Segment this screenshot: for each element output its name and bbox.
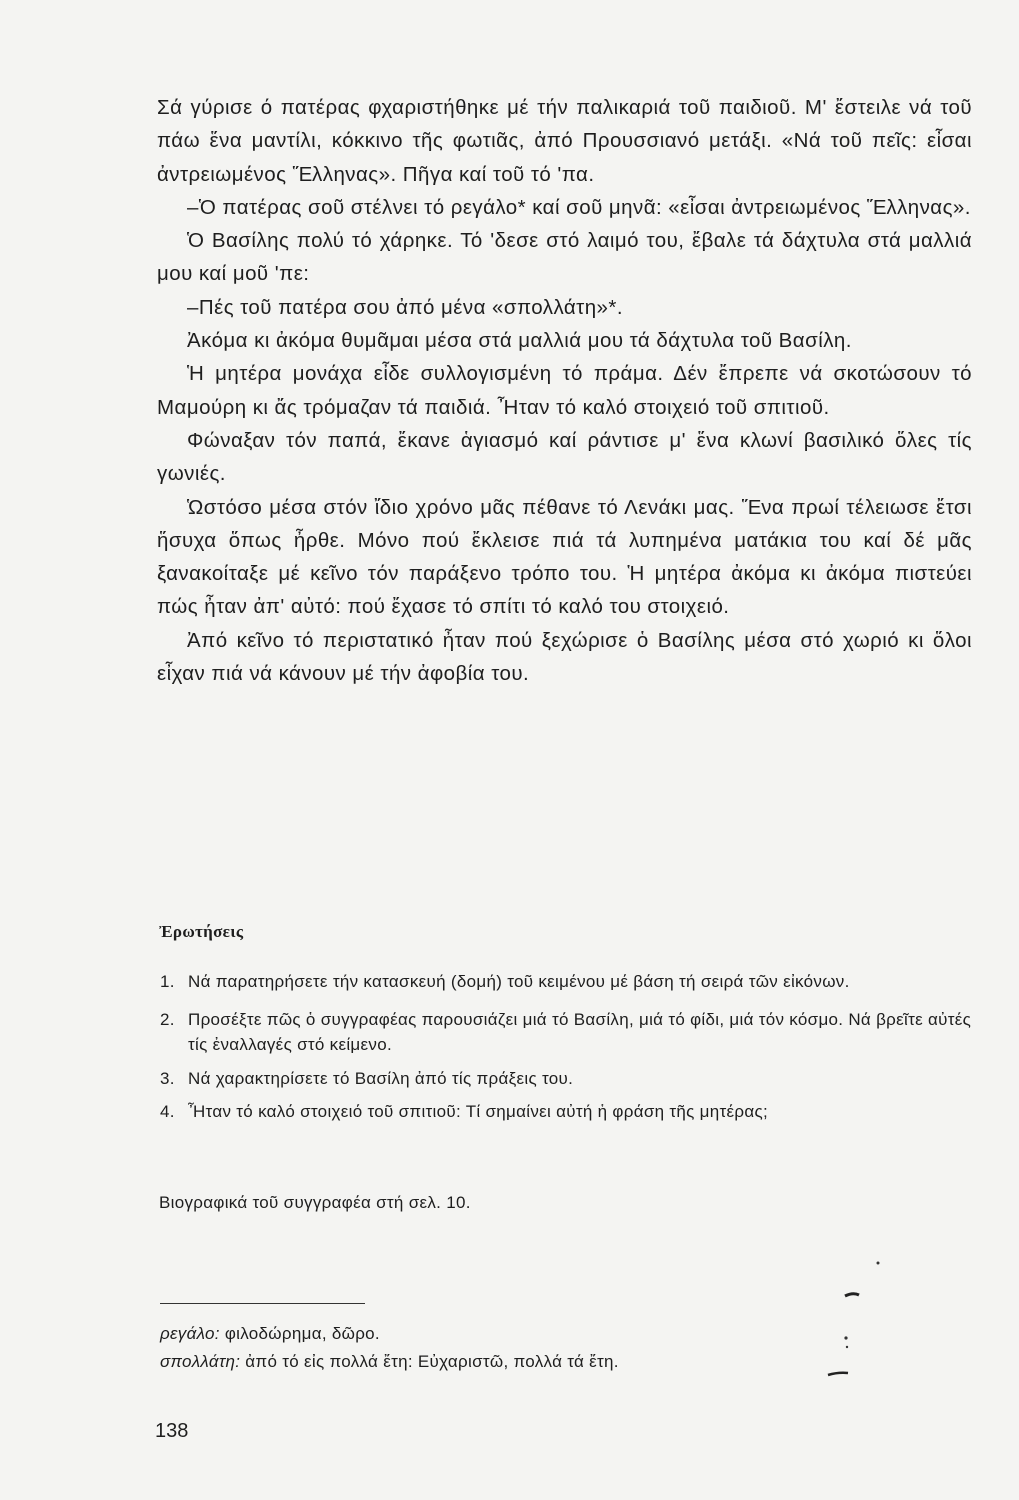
ink-speck	[845, 1294, 859, 1296]
page-number: 138	[155, 1420, 189, 1442]
footnote-term: σπολλάτη:	[160, 1352, 241, 1371]
question-number: 4.	[160, 1102, 175, 1121]
paragraph: Σά γύρισε ό πατέρας φχαριστήθηκε μέ τήν παλικαριά τοῦ παιδιοῦ. Μ' ἔστειλε νά τοῦ πάω ἕνα μαντίλι, κόκκινο τῆς φωτιᾶς, ἀπό Προυσσιανό μετάξι. «Νά τοῦ πεῖς: εἶσαι ἀντρειωμένος Ἕλληνας». Πῆγα καί τοῦ τό 'πα.	[157, 96, 972, 186]
question-text: Νά χαρακτηρίσετε τό Βασίλη ἀπό τίς πράξεις του.	[188, 1069, 574, 1088]
question-text: Ἦταν τό καλό στοιχειό τοῦ σπιτιοῦ: Τί σημαίνει αὐτή ἡ φράση τῆς μητέρας;	[188, 1102, 769, 1121]
ink-speck	[877, 1262, 880, 1265]
paragraph: Φώναξαν τόν παπά, ἔκανε ἁγιασμό καί ράντισε μ' ἕνα κλωνί βασιλικό ὅλες τίς γωνιές.	[157, 428, 972, 486]
question-number: 3.	[160, 1069, 175, 1088]
footnote-definition: ἀπό τό εἰς πολλά ἔτη: Εὐχαριστῶ, πολλά τά ἔτη.	[245, 1352, 619, 1371]
paragraph: Ὡστόσο μέσα στόν ἴδιο χρόνο μᾶς πέθανε τό Λενάκι μας. Ἕνα πρωί τέλειωσε ἔτσι ἥσυχα ὅπως ἦρθε. Μόνο πού ἔκλεισε πιά τά λυπημένα ματάκια του καί δέ μᾶς ξανακοίταξε μέ κεῖνο τόν παράξενο τρόπο του. Ἡ μητέρα ἀκόμα κι ἀκόμα πιστεύει πώς ἦταν ἀπ' αὐτό: πού ἔχασε τό σπίτι τό καλό του στοιχειό.	[157, 495, 972, 619]
question-number: 1.	[160, 972, 175, 991]
footnote-term: ρεγάλο:	[160, 1324, 220, 1343]
footnote-definition: φιλοδώρημα, δῶρο.	[224, 1324, 380, 1343]
ink-speck	[844, 1336, 847, 1339]
paragraph: –Πές τοῦ πατέρα σου ἀπό μένα «σπολλάτη»*.	[187, 295, 623, 319]
ink-speck	[828, 1373, 848, 1375]
biography-note: Βιογραφικά τοῦ συγγραφέα στή σελ. 10.	[159, 1193, 471, 1212]
questions-heading: Ἐρωτήσεις	[159, 922, 244, 941]
paragraph: –Ὁ πατέρας σοῦ στέλνει τό ρεγάλο* καί σοῦ μηνᾶ: «εἶσαι ἀντρειωμένος Ἕλληνας».	[187, 195, 971, 219]
paragraph: Ἀπό κεῖνο τό περιστατικό ἦταν πού ξεχώρισε ὁ Βασίλης μέσα στό χωριό κι ὅλοι εἶχαν πιά νά κάνουν μέ τήν ἀφοβία του.	[157, 628, 972, 686]
ink-speck	[846, 1346, 848, 1348]
question-number: 2.	[160, 1010, 175, 1029]
question-text: Προσέξτε πῶς ὁ συγγραφέας παρουσιάζει μιά τό Βασίλη, μιά τό φίδι, μιά τόν κόσμο. Νά βρεῖτε αὐτές τίς ἐναλλαγές στό κείμενο.	[188, 1010, 972, 1054]
paragraph: Ἀκόμα κι ἀκόμα θυμᾶμαι μέσα στά μαλλιά μου τά δάχτυλα τοῦ Βασίλη.	[187, 329, 852, 353]
paragraph: Ἡ μητέρα μονάχα εἶδε συλλογισμένη τό πράμα. Δέν ἔπρεπε νά σκοτώσουν τό Μαμούρη κι ἄς τρόμαζαν τά παιδιά. Ἦταν τό καλό στοιχειό τοῦ σπιτιοῦ.	[157, 362, 972, 419]
paragraph: Ὁ Βασίλης πολύ τό χάρηκε. Τό 'δεσε στό λαιμό του, ἔβαλε τά δάχτυλα στά μαλλιά μου καί μοῦ 'πε:	[157, 229, 972, 286]
question-text: Νά παρατηρήσετε τήν κατασκευή (δομή) τοῦ κειμένου μέ βάση τή σειρά τῶν εἰκόνων.	[188, 972, 850, 991]
